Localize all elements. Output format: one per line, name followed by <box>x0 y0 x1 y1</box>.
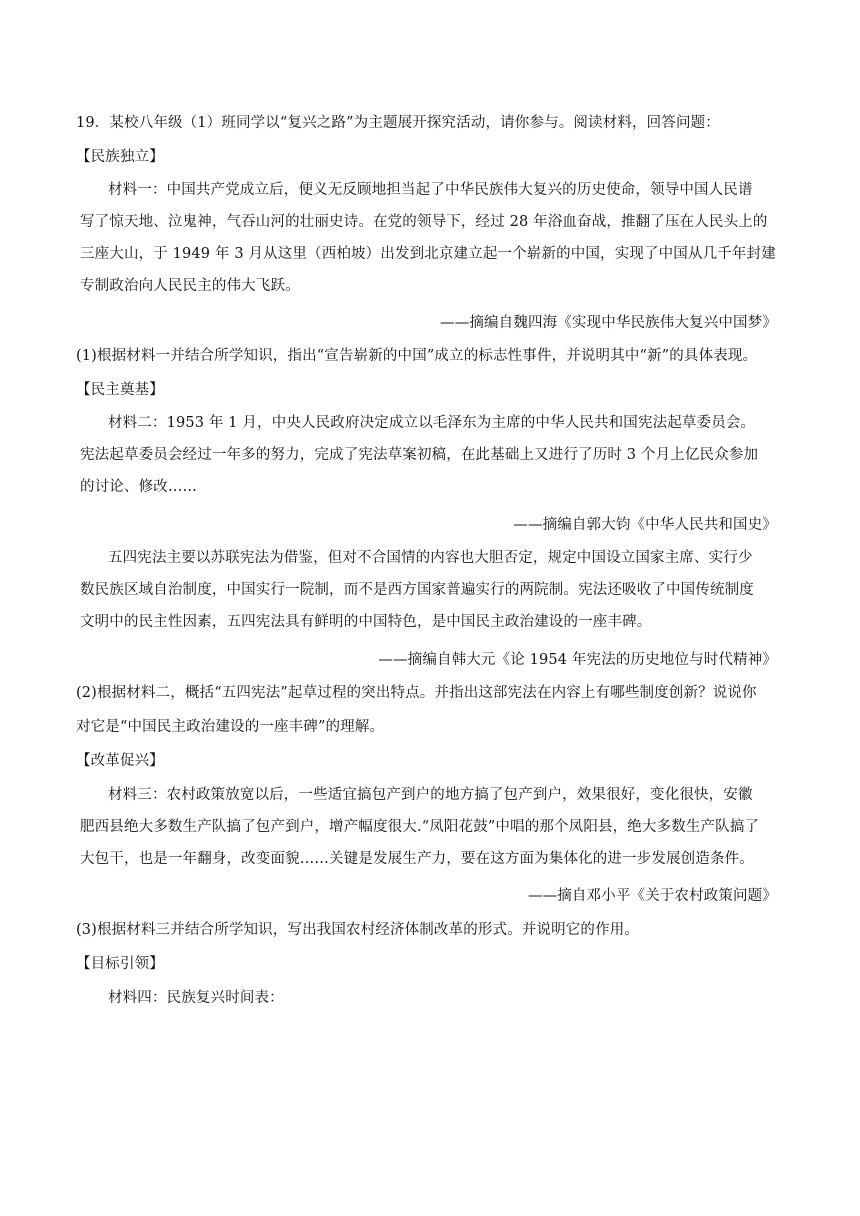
material-3-source: ——摘自邓小平《关于农村政策问题》 <box>527 888 777 904</box>
section-heading-democratic-foundation: 【民主奠基】 <box>76 382 164 398</box>
material-1-line-4: 专制政治向人民民主的伟大飞跃。 <box>80 278 300 294</box>
material-3-line-2: 肥西县绝大多数生产队搞了包产到户，增产幅度很大.“凤阳花鼓”中唱的那个凤阳县，绝大多数生产队搞了 <box>80 819 760 835</box>
material-3-line-1: 材料三：农村政策放宽以后，一些适宜搞包产到户的地方搞了包产到户，效果很好，变化很快，安徽 <box>108 787 753 803</box>
material-2-line-2: 宪法起草委员会经过一年多的努力，完成了宪法草案初稿，在此基础上又进行了历时 3 个月上亿民众参加 <box>80 447 759 463</box>
section-heading-goal-guidance: 【目标引领】 <box>76 956 164 972</box>
material-2-line-1: 材料二：1953 年 1 月，中央人民政府决定成立以毛泽东为主席的中华人民共和国宪法起草委员会。 <box>108 415 756 431</box>
question-2-line-1: (2)根据材料二，概括“五四宪法”起草过程的突出特点。并指出这部宪法在内容上有哪些制度创新？说说你 <box>76 685 757 701</box>
material-1-line-1: 材料一：中国共产党成立后，便义无反顾地担当起了中华民族伟大复兴的历史使命，领导中国人民谱 <box>108 182 753 198</box>
question-intro: 19．某校八年级（1）班同学以“复兴之路”为主题展开探究活动，请你参与。阅读材料，回答问题： <box>76 115 720 131</box>
material-2b-line-1: 五四宪法主要以苏联宪法为借鉴，但对不合国情的内容也大胆否定，规定中国设立国家主席、实行少 <box>108 550 753 566</box>
section-heading-national-independence: 【民族独立】 <box>76 149 164 165</box>
material-3-line-3: 大包干，也是一年翻身，改变面貌……关键是发展生产力，要在这方面为集体化的进一步发展创造条件。 <box>80 851 754 867</box>
question-2-line-2: 对它是“中国民主政治建设的一座丰碑”的理解。 <box>76 719 385 735</box>
material-2-source: ——摘编自郭大钧《中华人民共和国史》 <box>513 517 777 533</box>
material-2b-line-2: 数民族区域自治制度，中国实行一院制，而不是西方国家普遍实行的两院制。宪法还吸收了中国传统制度 <box>80 582 754 598</box>
material-1-line-2: 写了惊天地、泣鬼神，气吞山河的壮丽史诗。在党的领导下，经过 28 年浴血奋战，推翻了压在人民头上的 <box>80 214 768 230</box>
question-3: (3)根据材料三并结合所学知识，写出我国农村经济体制改革的形式。并说明它的作用。 <box>76 922 640 938</box>
material-2-line-3: 的讨论、修改…… <box>80 479 198 495</box>
material-4-line-1: 材料四：民族复兴时间表： <box>108 990 284 1006</box>
material-1-line-3: 三座大山，于 1949 年 3 月从这里（西柏坡）出发到北京建立起一个崭新的中国，实现了中国从几千年封建 <box>80 246 776 262</box>
section-heading-reform: 【改革促兴】 <box>76 753 164 769</box>
material-2b-source: ——摘编自韩大元《论 1954 年宪法的历史地位与时代精神》 <box>378 652 777 668</box>
material-2b-line-3: 文明中的民主性因素，五四宪法具有鲜明的中国特色，是中国民主政治建设的一座丰碑。 <box>80 614 652 630</box>
material-1-source: ——摘编自魏四海《实现中华民族伟大复兴中国梦》 <box>440 315 777 331</box>
question-1: (1)根据材料一并结合所学知识，指出“宣告崭新的中国”成立的标志性事件，并说明其中“新”的具体表现。 <box>76 348 758 364</box>
